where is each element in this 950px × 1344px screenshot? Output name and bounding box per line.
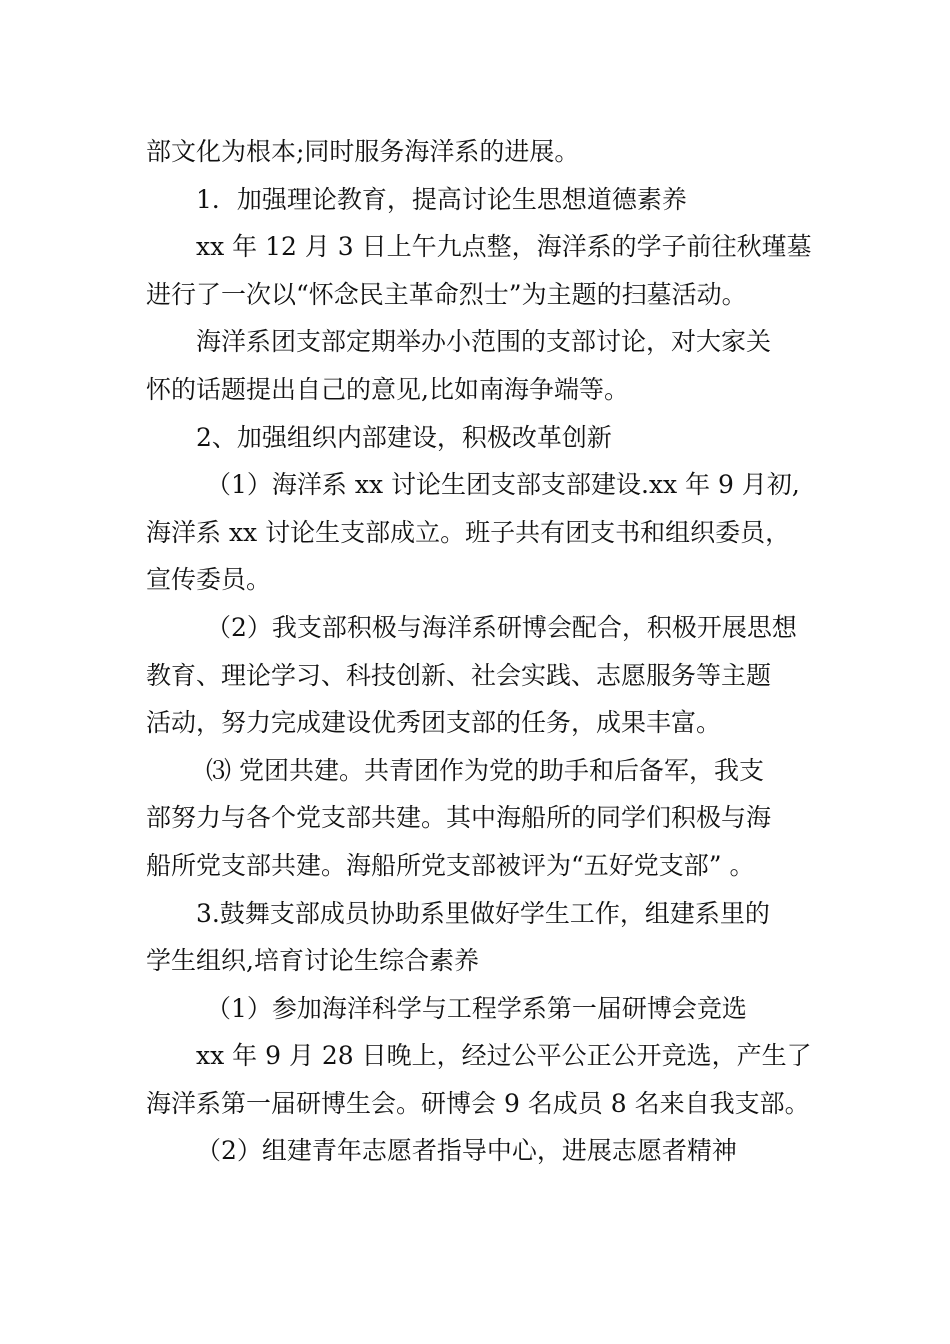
paragraph-line: xx 年 9 月 28 日晚上，经过公平公正公开竞选，产生了 xyxy=(196,1041,812,1071)
paragraph-line: ⑶ 党团共建。共青团作为党的助手和后备军，我支 xyxy=(206,755,764,785)
paragraph-line: 海洋系团支部定期举办小范围的支部讨论，对大家关 xyxy=(196,327,772,357)
paragraph-line: 教育、理论学习、科技创新、社会实践、志愿服务等主题 xyxy=(146,660,772,690)
paragraph-line: 部文化为根本;同时服务海洋系的进展。 xyxy=(146,137,580,166)
paragraph-line: （2）组建青年志愿者指导中心，进展志愿者精神 xyxy=(196,1136,737,1166)
paragraph-line: 海洋系第一届研博生会。研博会 9 名成员 8 名来自我支部。 xyxy=(146,1088,810,1118)
section-heading-3: 3.鼓舞支部成员协助系里做好学生工作，组建系里的 xyxy=(196,898,770,928)
paragraph-line: （1）参加海洋科学与工程学系第一届研博会竞选 xyxy=(206,993,747,1023)
paragraph-line: 海洋系 xx 讨论生支部成立。班子共有团支书和组织委员， xyxy=(146,517,791,547)
paragraph-line: （2）我支部积极与海洋系研博会配合，积极开展思想 xyxy=(206,612,797,642)
paragraph-line: 部努力与各个党支部共建。其中海船所的同学们积极与海 xyxy=(146,803,772,833)
paragraph-line: （1）海洋系 xx 讨论生团支部支部建设.xx 年 9 月初, xyxy=(206,470,800,500)
paragraph-line: 怀的话题提出自己的意见,比如南海争端等。 xyxy=(146,374,629,404)
section-heading-1: 1．加强理论教育，提高讨论生思想道德素养 xyxy=(196,184,687,214)
paragraph-line: 船所党支部共建。海船所党支部被评为“五好党支部” 。 xyxy=(146,850,755,880)
paragraph-line: 活动，努力完成建设优秀团支部的任务，成果丰富。 xyxy=(146,708,722,738)
section-heading-2: 2、加强组织内部建设，积极改革创新 xyxy=(196,422,612,452)
paragraph-line: 宣传委员。 xyxy=(146,565,272,595)
paragraph-line: 进行了一次以“怀念民主革命烈士”为主题的扫墓活动。 xyxy=(146,279,747,309)
paragraph-line: xx 年 12 月 3 日上午九点整，海洋系的学子前往秋瑾墓 xyxy=(196,232,812,262)
paragraph-line: 学生组织,培育讨论生综合素养 xyxy=(146,946,479,976)
document-body xyxy=(146,128,812,1175)
